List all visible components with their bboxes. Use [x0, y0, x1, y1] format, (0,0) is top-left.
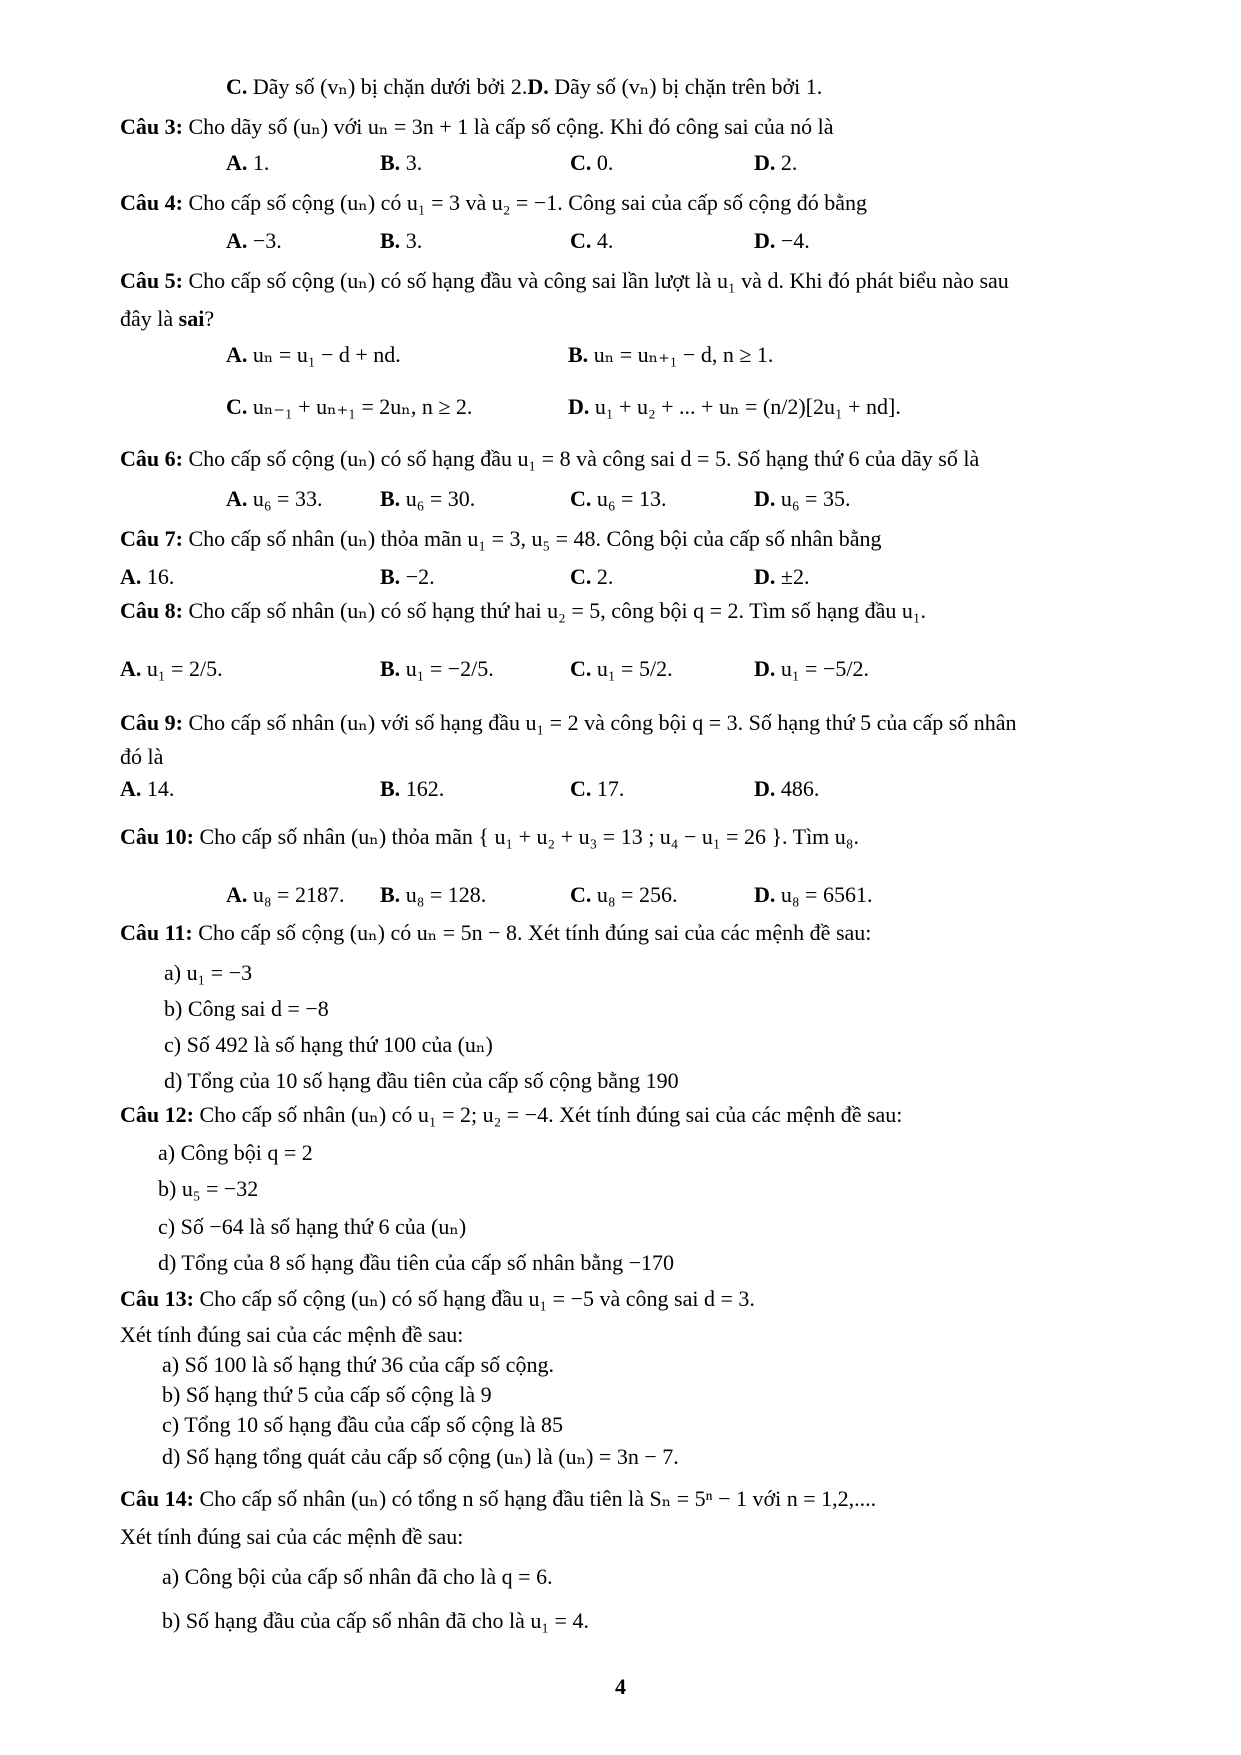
- q6-option-b: B. u₆ = 30.: [380, 486, 476, 511]
- question-8: Câu 8: Cho cấp số nhân (uₙ) có số hạng thứ hai u₂ = 5, công bội q = 2. Tìm số hạng đầu u₁.: [120, 598, 927, 623]
- question-7: Câu 7: Cho cấp số nhân (uₙ) thỏa mãn u₁ = 3, u₅ = 48. Công bội của cấp số nhân bằng: [120, 526, 882, 551]
- q14-instruction: Xét tính đúng sai của các mệnh đề sau:: [120, 1524, 464, 1549]
- q12-statement-c: c) Số −64 là số hạng thứ 6 của (uₙ): [158, 1214, 467, 1239]
- q9-option-a: A. 14.: [120, 776, 175, 801]
- q5-option-c: C. uₙ₋₁ + uₙ₊₁ = 2uₙ, n ≥ 2.: [226, 394, 473, 419]
- question-11: Câu 11: Cho cấp số cộng (uₙ) có uₙ = 5n − 8. Xét tính đúng sai của các mệnh đề sau:: [120, 920, 872, 945]
- q11-statement-d: d) Tổng của 10 số hạng đầu tiên của cấp số cộng bằng 190: [164, 1068, 679, 1093]
- q8-option-c: C. u₁ = 5/2.: [570, 656, 673, 681]
- q7-option-d: D. ±2.: [754, 564, 810, 589]
- question-5: Câu 5: Cho cấp số cộng (uₙ) có số hạng đầu và công sai lần lượt là u₁ và d. Khi đó phát biểu nào sau: [120, 268, 1009, 293]
- q3-option-c: C. 0.: [570, 150, 614, 175]
- q13-statement-d: d) Số hạng tổng quát cảu cấp số cộng (uₙ) là (uₙ) = 3n − 7.: [162, 1444, 679, 1469]
- q14-statement-a: a) Công bội của cấp số nhân đã cho là q = 6.: [162, 1564, 553, 1589]
- question-13: Câu 13: Cho cấp số cộng (uₙ) có số hạng đầu u₁ = −5 và công sai d = 3.: [120, 1286, 755, 1311]
- question-5-continued: đây là sai?: [120, 306, 215, 331]
- q5-option-a: A. uₙ = u₁ − d + nd.: [226, 342, 401, 367]
- q11-statement-b: b) Công sai d = −8: [164, 996, 329, 1021]
- question-9: Câu 9: Cho cấp số nhân (uₙ) với số hạng đầu u₁ = 2 và công bội q = 3. Số hạng thứ 5 của cấp số nhân: [120, 710, 1017, 735]
- q10-option-c: C. u₈ = 256.: [570, 882, 678, 907]
- q12-statement-a: a) Công bội q = 2: [158, 1140, 313, 1165]
- q7-option-a: A. 16.: [120, 564, 175, 589]
- q6-option-d: D. u₆ = 35.: [754, 486, 851, 511]
- q3-option-a: A. 1.: [226, 150, 270, 175]
- q3-option-b: B. 3.: [380, 150, 423, 175]
- q3-option-d: D. 2.: [754, 150, 798, 175]
- q14-statement-b: b) Số hạng đầu của cấp số nhân đã cho là u₁ = 4.: [162, 1608, 589, 1633]
- q11-statement-a: a) u₁ = −3: [164, 960, 253, 985]
- q9-option-d: D. 486.: [754, 776, 820, 801]
- q10-option-a: A. u₈ = 2187.: [226, 882, 345, 907]
- q11-statement-c: c) Số 492 là số hạng thứ 100 của (uₙ): [164, 1032, 493, 1057]
- q8-option-b: B. u₁ = −2/5.: [380, 656, 494, 681]
- q6-option-a: A. u₆ = 33.: [226, 486, 323, 511]
- page-number: 4: [615, 1674, 626, 1699]
- question-10: Câu 10: Cho cấp số nhân (uₙ) thỏa mãn { u₁ + u₂ + u₃ = 13 ; u₄ − u₁ = 26 }. Tìm u₈.: [120, 824, 859, 849]
- q4-option-b: B. 3.: [380, 228, 423, 253]
- q13-statement-c: c) Tổng 10 số hạng đầu của cấp số cộng là 85: [162, 1412, 563, 1437]
- q4-option-d: D. −4.: [754, 228, 810, 253]
- q9-option-b: B. 162.: [380, 776, 445, 801]
- q12-statement-d: d) Tổng của 8 số hạng đầu tiên của cấp số nhân bằng −170: [158, 1250, 675, 1275]
- q8-option-d: D. u₁ = −5/2.: [754, 656, 869, 681]
- q2-options-cd: C. Dãy số (vₙ) bị chặn dưới bởi 2.D. Dãy số (vₙ) bị chặn trên bởi 1.: [226, 74, 823, 99]
- q13-statement-b: b) Số hạng thứ 5 của cấp số cộng là 9: [162, 1382, 492, 1407]
- question-4: Câu 4: Cho cấp số cộng (uₙ) có u₁ = 3 và u₂ = −1. Công sai của cấp số cộng đó bằng: [120, 190, 868, 215]
- q9-option-c: C. 17.: [570, 776, 625, 801]
- q5-option-d: D. u₁ + u₂ + ... + uₙ = (n/2)[2u₁ + nd].: [568, 394, 901, 419]
- q8-option-a: A. u₁ = 2/5.: [120, 656, 223, 681]
- question-9-continued: đó là: [120, 744, 164, 769]
- q10-option-b: B. u₈ = 128.: [380, 882, 487, 907]
- q7-option-b: B. −2.: [380, 564, 435, 589]
- q10-option-d: D. u₈ = 6561.: [754, 882, 873, 907]
- q4-option-c: C. 4.: [570, 228, 614, 253]
- q13-statement-a: a) Số 100 là số hạng thứ 36 của cấp số cộng.: [162, 1352, 554, 1377]
- q13-instruction: Xét tính đúng sai của các mệnh đề sau:: [120, 1322, 464, 1347]
- question-6: Câu 6: Cho cấp số cộng (uₙ) có số hạng đầu u₁ = 8 và công sai d = 5. Số hạng thứ 6 của dãy số là: [120, 446, 980, 471]
- question-3: Câu 3: Cho dãy số (uₙ) với uₙ = 3n + 1 là cấp số cộng. Khi đó công sai của nó là: [120, 114, 834, 139]
- q4-option-a: A. −3.: [226, 228, 282, 253]
- question-14: Câu 14: Cho cấp số nhân (uₙ) có tổng n số hạng đầu tiên là Sₙ = 5ⁿ − 1 với n = 1,2,....: [120, 1486, 877, 1511]
- q12-statement-b: b) u₅ = −32: [158, 1176, 259, 1201]
- q6-option-c: C. u₆ = 13.: [570, 486, 667, 511]
- q5-option-b: B. uₙ = uₙ₊₁ − d, n ≥ 1.: [568, 342, 774, 367]
- question-12: Câu 12: Cho cấp số nhân (uₙ) có u₁ = 2; u₂ = −4. Xét tính đúng sai của các mệnh đề sau:: [120, 1102, 903, 1127]
- q7-option-c: C. 2.: [570, 564, 614, 589]
